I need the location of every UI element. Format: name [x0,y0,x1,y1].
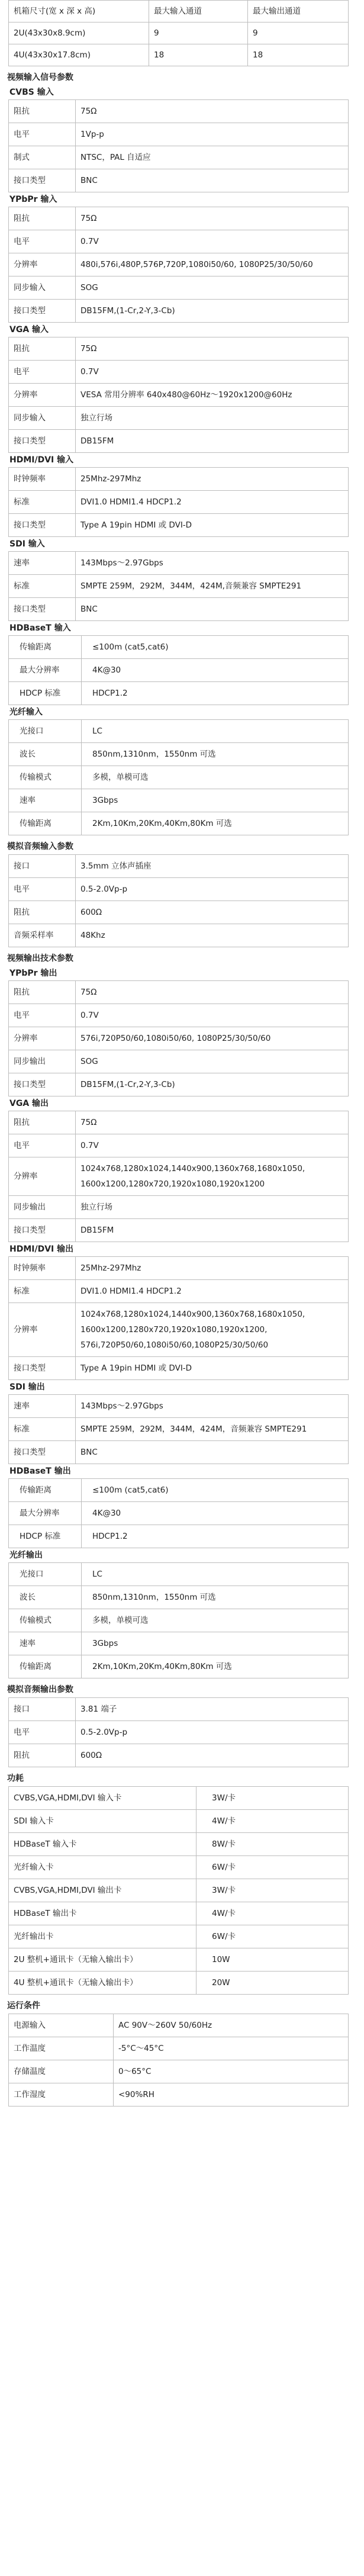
group-table [8,1562,349,1678]
spec-value: 2Km,10Km,20Km,40Km,80Km 可选 [82,1655,349,1678]
table-row [9,1050,349,1073]
spec-value: 0.7V [76,1134,349,1157]
spec-value: 25Mhz-297Mhz [76,468,349,491]
spec-label: 接口类型 [9,1441,76,1464]
spec-value: 143Mbps～2.97Gbps [76,1395,349,1418]
table-header-cell: 最大输出通道 [248,1,349,22]
table-row [9,575,349,598]
group-table [8,1111,349,1242]
table-row [9,720,349,743]
spec-value: 4W/卡 [197,1810,349,1833]
table-row [9,514,349,537]
table-row [9,1502,349,1525]
spec-label: HDCP 标准 [9,682,82,705]
spec-label: 电平 [9,361,76,384]
table-row [9,1609,349,1632]
spec-label: 阻抗 [9,981,76,1004]
spec-value: 480i,576i,480P,576P,720P,1080i50/60, 1080P25/30/50/60 [76,253,349,276]
spec-label: 阻抗 [9,337,76,361]
spec-value: LC [82,1563,349,1586]
spec-value: 10W [197,1948,349,1972]
spec-value: 0.7V [76,230,349,253]
spec-value: 20W [197,1972,349,1995]
spec-label: 速率 [9,789,82,812]
group-title: SDI 输入 [9,539,45,549]
table-row [9,1948,349,1972]
table-row [9,1744,349,1767]
audio-input-table [8,854,349,947]
spec-label: 接口类型 [9,430,76,453]
spec-value: 75Ω [76,981,349,1004]
group-table [8,1256,349,1380]
group-table [8,337,349,453]
spec-value: DB15FM [76,1219,349,1242]
section-title-audio-input: 模拟音频输入参数 [7,842,73,851]
table-row [9,207,349,230]
table-row [9,1280,349,1303]
table-row [9,146,349,169]
table-row [9,337,349,361]
table-row [9,2037,349,2060]
spec-value: SOG [76,276,349,300]
group-table [8,719,349,835]
group-title: HDBaseT 输出 [9,1467,71,1476]
spec-label: 速率 [9,1632,82,1655]
group-table [8,635,349,705]
table-row [9,384,349,407]
table-row [9,468,349,491]
spec-value: 143Mbps～2.97Gbps [76,552,349,575]
spec-value: LC [82,720,349,743]
spec-value: 75Ω [76,207,349,230]
spec-value: 3W/卡 [197,1787,349,1810]
spec-label: 标准 [9,491,76,514]
spec-label: 电平 [9,1004,76,1027]
spec-label: 4U 整机+通讯卡（无输入输出卡） [9,1972,197,1995]
group-table [8,99,349,192]
spec-label: 传输模式 [9,766,82,789]
table-row [9,1632,349,1655]
spec-value: 0.5-2.0Vp-p [76,1721,349,1744]
spec-value: 1024x768,1280x1024,1440x900,1360x768,1680x1050, 1600x1200,1280x720,1920x1080,1920x1200, 576i,720P50/60,1080i50/60,1080P25/30/50/60 [76,1303,349,1357]
group-title: HDMI/DVI 输出 [9,1244,74,1254]
table-row [9,430,349,453]
spec-label: 接口类型 [9,598,76,621]
spec-value: 6W/卡 [197,1925,349,1948]
table-row [9,812,349,835]
spec-value: BNC [76,598,349,621]
spec-value: BNC [76,169,349,192]
table-row [9,123,349,146]
group-title: 光纤输入 [9,707,43,717]
spec-label: 接口类型 [9,514,76,537]
table-row [9,924,349,947]
spec-value: 4W/卡 [197,1902,349,1925]
group-title: 光纤输出 [9,1551,43,1560]
table-row [9,636,349,659]
spec-label: 光接口 [9,1563,82,1586]
spec-value: 75Ω [76,100,349,123]
table-row [9,1196,349,1219]
table-row [9,1111,349,1134]
conditions-table [8,2014,349,2107]
table-row [9,1655,349,1678]
spec-value: DB15FM [76,430,349,453]
table-row [9,1721,349,1744]
section-title-audio-output: 模拟音频输出参数 [7,1685,73,1694]
group-title: VGA 输出 [9,1099,49,1108]
spec-label: 波长 [9,1586,82,1609]
spec-label: 电平 [9,878,76,901]
group-title: VGA 输入 [9,325,49,335]
spec-value: SMPTE 259M，292M，344M，424M,音频兼容 SMPTE291 [76,575,349,598]
table-row [9,1395,349,1418]
spec-label: 工作温度 [9,2037,114,2060]
spec-label: 接口类型 [9,300,76,323]
spec-label: 2U 整机+通讯卡（无输入输出卡） [9,1948,197,1972]
table-row [9,361,349,384]
table-row [9,1004,349,1027]
table-row [9,789,349,812]
spec-label: 电平 [9,1721,76,1744]
spec-value: 8W/卡 [197,1833,349,1856]
spec-label: 同步输入 [9,276,76,300]
spec-label: 传输距离 [9,1479,82,1502]
table-row [9,981,349,1004]
spec-label: 电平 [9,123,76,146]
spec-value: DB15FM,(1-Cr,2-Y,3-Cb) [76,300,349,323]
chassis-table [8,0,349,66]
table-cell: 4U(43x30x17.8cm) [9,44,149,66]
spec-label: CVBS,VGA,HDMI,DVI 输入卡 [9,1787,197,1810]
spec-label: 接口 [9,855,76,878]
spec-label: 电平 [9,230,76,253]
spec-value: -5°C～45°C [114,2037,349,2060]
video-input-groups [0,85,364,835]
table-row [9,1810,349,1833]
spec-label: 传输模式 [9,1609,82,1632]
group-title: CVBS 输入 [9,88,54,97]
spec-value: VESA 常用分辨率 640x480@60Hz～1920x1200@60Hz [76,384,349,407]
spec-value: 0～65°C [114,2060,349,2083]
table-row [9,682,349,705]
table-row [9,1157,349,1196]
spec-value: NTSC，PAL 自适应 [76,146,349,169]
table-row [9,901,349,924]
spec-value: ≤100m (cat5,cat6) [82,1479,349,1502]
table-row [9,743,349,766]
spec-value: 6W/卡 [197,1856,349,1879]
spec-label: 光纤输入卡 [9,1856,197,1879]
spec-label: 速率 [9,552,76,575]
group-table [8,207,349,323]
spec-label: CVBS,VGA,HDMI,DVI 输出卡 [9,1879,197,1902]
spec-label: 光纤输出卡 [9,1925,197,1948]
spec-label: 接口类型 [9,1357,76,1380]
table-row [9,491,349,514]
spec-value: 25Mhz-297Mhz [76,1257,349,1280]
spec-value: 600Ω [76,1744,349,1767]
spec-label: 传输距离 [9,1655,82,1678]
table-row [9,1027,349,1050]
table-row [9,1972,349,1995]
spec-label: 工作湿度 [9,2083,114,2107]
spec-label: HDBaseT 输入卡 [9,1833,197,1856]
spec-label: 分辨率 [9,1027,76,1050]
spec-label: 同步输入 [9,407,76,430]
spec-label: 接口类型 [9,1073,76,1096]
table-row [9,2083,349,2107]
spec-label: 同步输出 [9,1196,76,1219]
spec-value: 3.5mm 立体声插座 [76,855,349,878]
table-row [9,1134,349,1157]
table-row [9,1257,349,1280]
spec-label: 标准 [9,1418,76,1441]
spec-value: ≤100m (cat5,cat6) [82,636,349,659]
spec-label: 分辨率 [9,1303,76,1357]
spec-label: 同步输出 [9,1050,76,1073]
spec-label: 分辨率 [9,384,76,407]
table-row [9,1586,349,1609]
spec-value: 独立行场 [76,407,349,430]
table-row [9,1525,349,1548]
section-title-conditions: 运行条件 [7,2001,40,2011]
table-row [9,253,349,276]
table-row [9,598,349,621]
table-row [9,878,349,901]
spec-value: 75Ω [76,1111,349,1134]
audio-output-table [8,1697,349,1767]
table-row [9,2014,349,2037]
table-row [9,1879,349,1902]
spec-label: 标准 [9,1280,76,1303]
group-title: HDMI/DVI 输入 [9,455,74,465]
spec-value: 1Vp-p [76,123,349,146]
spec-label: 波长 [9,743,82,766]
group-table [8,1394,349,1464]
spec-value: 0.7V [76,361,349,384]
spec-value: HDCP1.2 [82,682,349,705]
table-row [9,1925,349,1948]
table-row [9,1698,349,1721]
spec-value: DVI1.0 HDMI1.4 HDCP1.2 [76,491,349,514]
group-title: YPbPr 输入 [9,195,57,204]
power-table [8,1786,349,1995]
spec-value: 576i,720P50/60,1080i50/60, 1080P25/30/50/60 [76,1027,349,1050]
table-row [9,2060,349,2083]
table-row [9,22,349,44]
spec-label: 分辨率 [9,253,76,276]
spec-value: 4K@30 [82,1502,349,1525]
spec-label: 时钟频率 [9,468,76,491]
spec-value: 3Gbps [82,1632,349,1655]
table-row [9,552,349,575]
table-row [9,100,349,123]
spec-label: 时钟频率 [9,1257,76,1280]
spec-label: 音频采样率 [9,924,76,947]
table-row [9,659,349,682]
spec-value: 48Khz [76,924,349,947]
table-row [9,1073,349,1096]
spec-value: 4K@30 [82,659,349,682]
spec-value: DVI1.0 HDMI1.4 HDCP1.2 [76,1280,349,1303]
spec-value: 600Ω [76,901,349,924]
spec-value: Type A 19pin HDMI 或 DVI-D [76,1357,349,1380]
spec-value: HDCP1.2 [82,1525,349,1548]
spec-label: 最大分辨率 [9,1502,82,1525]
video-output-groups [0,966,364,1678]
spec-label: 接口类型 [9,169,76,192]
spec-value: 0.5-2.0Vp-p [76,878,349,901]
table-cell: 9 [149,22,248,44]
table-row [9,1563,349,1586]
spec-value: 3W/卡 [197,1879,349,1902]
spec-value: 75Ω [76,337,349,361]
table-cell: 9 [248,22,349,44]
table-row [9,1902,349,1925]
table-row [9,1856,349,1879]
group-table [8,551,349,621]
spec-label: SDI 输入卡 [9,1810,197,1833]
table-row [9,44,349,66]
spec-value: 独立行场 [76,1196,349,1219]
spec-label: 速率 [9,1395,76,1418]
table-row [9,1418,349,1441]
spec-label: 阻抗 [9,100,76,123]
section-title-power: 功耗 [7,1774,24,1783]
spec-label: 阻抗 [9,1744,76,1767]
spec-label: 电源输入 [9,2014,114,2037]
spec-label: 电平 [9,1134,76,1157]
spec-label: 传输距离 [9,636,82,659]
spec-value: 多模，单模可选 [82,1609,349,1632]
spec-value: 3Gbps [82,789,349,812]
table-row [9,407,349,430]
spec-value: 1024x768,1280x1024,1440x900,1360x768,1680x1050, 1600x1200,1280x720,1920x1080,1920x1200 [76,1157,349,1196]
group-title: YPbPr 输出 [9,969,57,978]
group-table [8,467,349,537]
table-row [9,1833,349,1856]
spec-label: 阻抗 [9,1111,76,1134]
section-title-video-output: 视频输出技术参数 [7,954,73,963]
spec-value: DB15FM,(1-Cr,2-Y,3-Cb) [76,1073,349,1096]
group-title: HDBaseT 输入 [9,623,71,633]
spec-label: 存储温度 [9,2060,114,2083]
spec-value: BNC [76,1441,349,1464]
spec-label: 阻抗 [9,207,76,230]
spec-value: 850nm,1310nm，1550nm 可选 [82,1586,349,1609]
table-cell: 2U(43x30x8.9cm) [9,22,149,44]
table-header-row [9,1,349,22]
group-title: SDI 输出 [9,1382,45,1392]
table-row [9,1787,349,1810]
table-row [9,1441,349,1464]
spec-label: 光接口 [9,720,82,743]
table-header-cell: 机箱尺寸(宽 x 深 x 高) [9,1,149,22]
group-table [8,980,349,1096]
spec-label: 接口类型 [9,1219,76,1242]
spec-label: 制式 [9,146,76,169]
section-title-video-input: 视频输入信号参数 [7,73,73,82]
table-header-cell: 最大输入通道 [149,1,248,22]
spec-value: 850nm,1310nm，1550nm 可选 [82,743,349,766]
spec-value: SMPTE 259M，292M，344M，424M，音频兼容 SMPTE291 [76,1418,349,1441]
table-row [9,276,349,300]
table-row [9,1357,349,1380]
spec-label: 分辨率 [9,1157,76,1196]
spec-label: 标准 [9,575,76,598]
spec-label: HDCP 标准 [9,1525,82,1548]
table-row [9,230,349,253]
spec-value: 3.81 端子 [76,1698,349,1721]
spec-value: 2Km,10Km,20Km,40Km,80Km 可选 [82,812,349,835]
spec-label: 传输距离 [9,812,82,835]
spec-label: HDBaseT 输出卡 [9,1902,197,1925]
spec-value: SOG [76,1050,349,1073]
table-cell: 18 [248,44,349,66]
table-row [9,855,349,878]
table-row [9,1219,349,1242]
group-table [8,1478,349,1548]
table-row [9,766,349,789]
table-row [9,300,349,323]
table-row [9,1479,349,1502]
table-row [9,1303,349,1357]
spec-label: 阻抗 [9,901,76,924]
spec-label: 接口 [9,1698,76,1721]
table-cell: 18 [149,44,248,66]
spec-value: Type A 19pin HDMI 或 DVI-D [76,514,349,537]
spec-label: 最大分辨率 [9,659,82,682]
spec-value: AC 90V～260V 50/60Hz [114,2014,349,2037]
spec-value: 0.7V [76,1004,349,1027]
spec-value: 多模，单模可选 [82,766,349,789]
table-row [9,169,349,192]
bottom-spacer [0,2107,364,2112]
spec-value: <90%RH [114,2083,349,2107]
